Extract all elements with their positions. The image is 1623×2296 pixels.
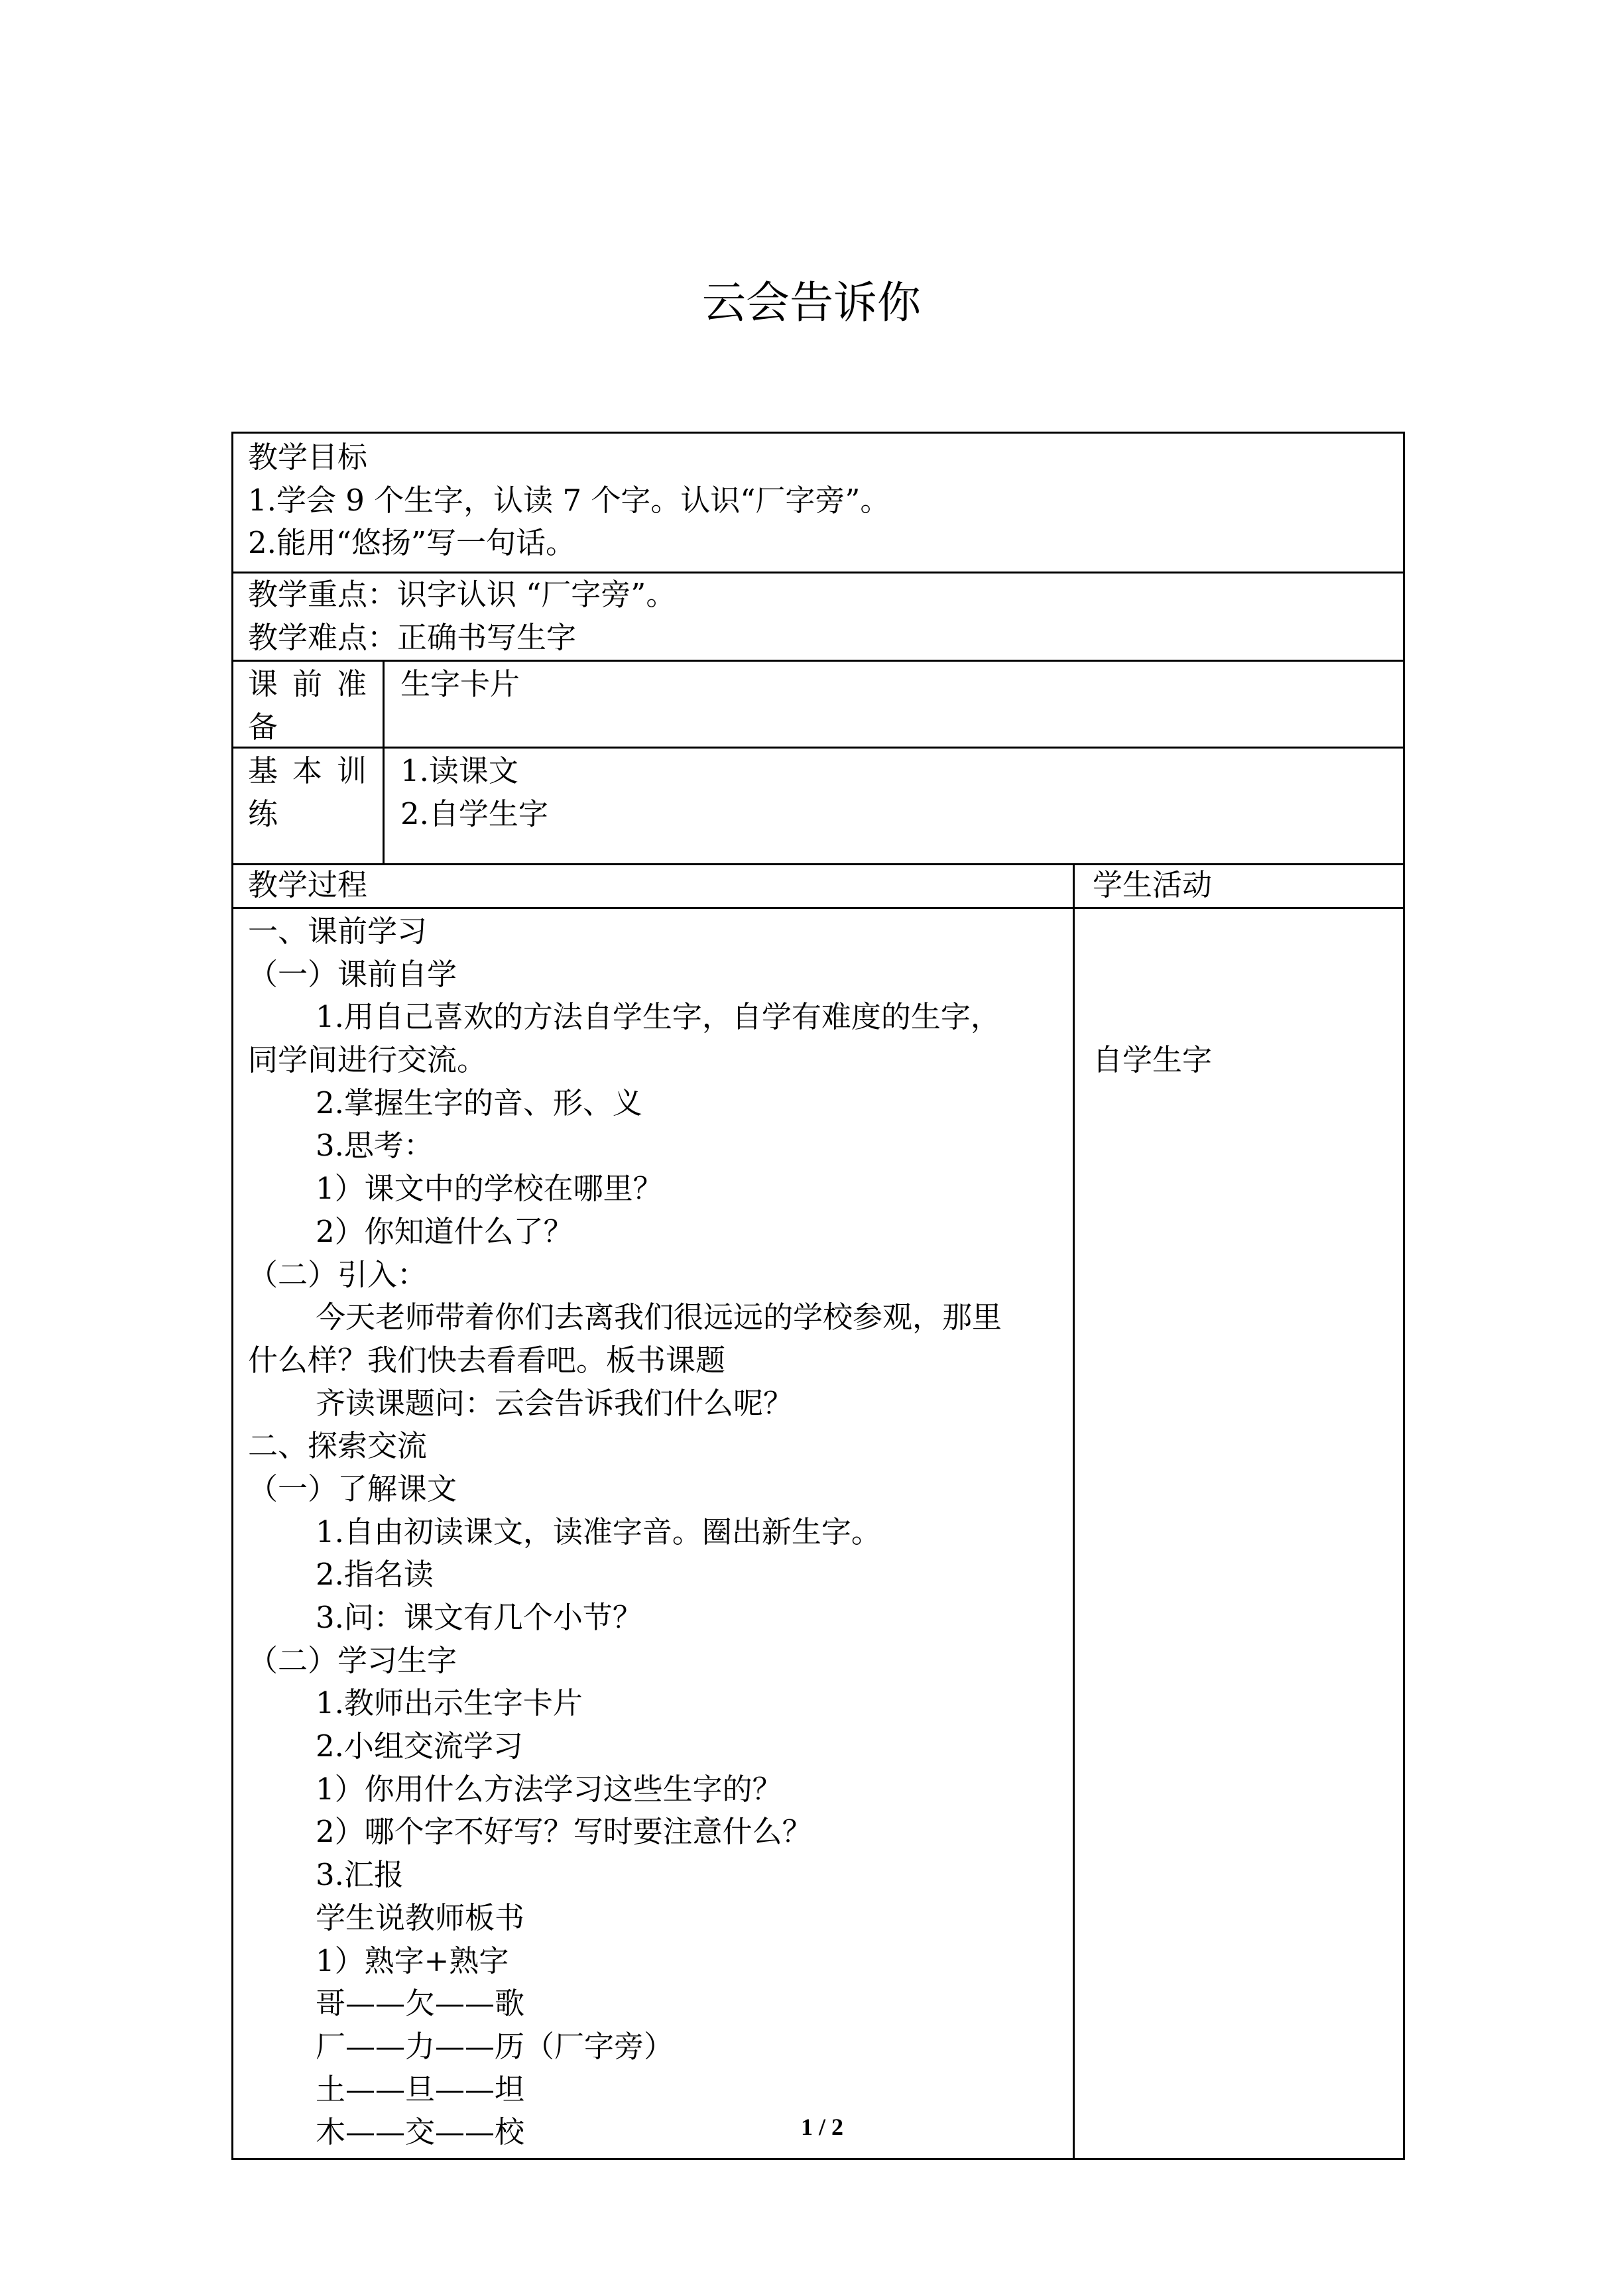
preparation-label-line: 课前准 xyxy=(248,666,382,701)
process-header-left: 教学过程 xyxy=(248,867,368,902)
objective-item: 1.学会 9 个生字，认读 7 个字。认识“厂字旁”。 xyxy=(248,482,890,518)
process-line: 齐读课题问：云会告诉我们什么呢？ xyxy=(316,1385,794,1421)
process-line: 1.用自己喜欢的方法自学生字，自学有难度的生字， xyxy=(316,999,1000,1035)
training-label xyxy=(248,750,381,835)
preparation-content xyxy=(400,663,520,706)
process-line: 2.掌握生字的音、形、义 xyxy=(316,1085,642,1120)
process-line: 1.教师出示生字卡片 xyxy=(316,1685,583,1721)
process-line: 2.小组交流学习 xyxy=(316,1728,523,1764)
process-line: 一、课前学习 xyxy=(248,914,428,949)
process-line: 哥——欠——歌 xyxy=(316,1986,525,2022)
process-line: 厂——力——历（厂字旁） xyxy=(316,2028,674,2064)
student-activity: 自学生字 xyxy=(1093,1042,1213,1077)
training-label-line: 练 xyxy=(248,796,278,831)
process-line: 2）你知道什么了？ xyxy=(316,1213,573,1249)
focus-cell xyxy=(248,574,676,659)
document-title: 云会告诉你 xyxy=(702,277,921,328)
process-line: 今天老师带着你们去离我们很远远的学校参观，那里 xyxy=(316,1299,1002,1335)
process-line: 木——交——校 xyxy=(316,2114,525,2150)
process-content xyxy=(248,910,1002,2154)
process-line: 2）哪个字不好写？写时要注意什么？ xyxy=(316,1814,812,1850)
process-line: （一）了解课文 xyxy=(248,1471,457,1506)
process-line: （二）引入： xyxy=(248,1256,428,1292)
row-divider xyxy=(231,863,1405,865)
row-divider xyxy=(231,747,1405,749)
process-line: 学生说教师板书 xyxy=(316,1900,525,1935)
label-column-divider xyxy=(383,660,385,863)
process-line: 3.问：课文有几个小节？ xyxy=(316,1600,642,1635)
training-content xyxy=(400,750,548,835)
process-line: 什么样？我们快去看看吧。板书课题 xyxy=(248,1342,726,1378)
training-item: 1.读课文 xyxy=(400,753,518,788)
page-indicator: 1 / 2 xyxy=(800,2114,843,2140)
process-line: 同学间进行交流。 xyxy=(248,1042,487,1078)
difficulty: 教学难点：正确书写生字 xyxy=(248,619,577,655)
key-point: 教学重点：识字认识 “厂字旁”。 xyxy=(248,577,676,612)
objectives-cell xyxy=(248,436,890,565)
process-line: 二、探索交流 xyxy=(248,1428,428,1464)
process-line: （二）学习生字 xyxy=(248,1642,457,1678)
process-line: 1）你用什么方法学习这些生字的？ xyxy=(316,1771,782,1807)
process-line: 1）课文中的学校在哪里？ xyxy=(316,1171,663,1207)
preparation-label-line: 备 xyxy=(248,709,278,745)
process-line: 3.汇报 xyxy=(316,1857,404,1893)
activity-column-divider xyxy=(1073,863,1075,2160)
process-line: 土——旦——坦 xyxy=(316,2071,525,2107)
training-label-line: 基本训 xyxy=(248,753,382,788)
process-line: 1）熟字+熟字 xyxy=(316,1943,509,1978)
training-item: 2.自学生字 xyxy=(400,796,548,831)
preparation-label xyxy=(248,663,381,749)
row-divider xyxy=(231,907,1405,909)
process-header-right: 学生活动 xyxy=(1093,867,1213,902)
process-line: 3.思考： xyxy=(316,1128,434,1164)
objective-item: 2.能用“悠扬”写一句话。 xyxy=(248,525,575,561)
preparation-text: 生字卡片 xyxy=(400,666,520,701)
objectives-heading: 教学目标 xyxy=(248,440,368,475)
process-line: （一）课前自学 xyxy=(248,956,457,992)
row-divider xyxy=(231,660,1405,662)
process-line: 1.自由初读课文，读准字音。圈出新生字。 xyxy=(316,1514,881,1549)
process-line: 2.指名读 xyxy=(316,1557,434,1593)
